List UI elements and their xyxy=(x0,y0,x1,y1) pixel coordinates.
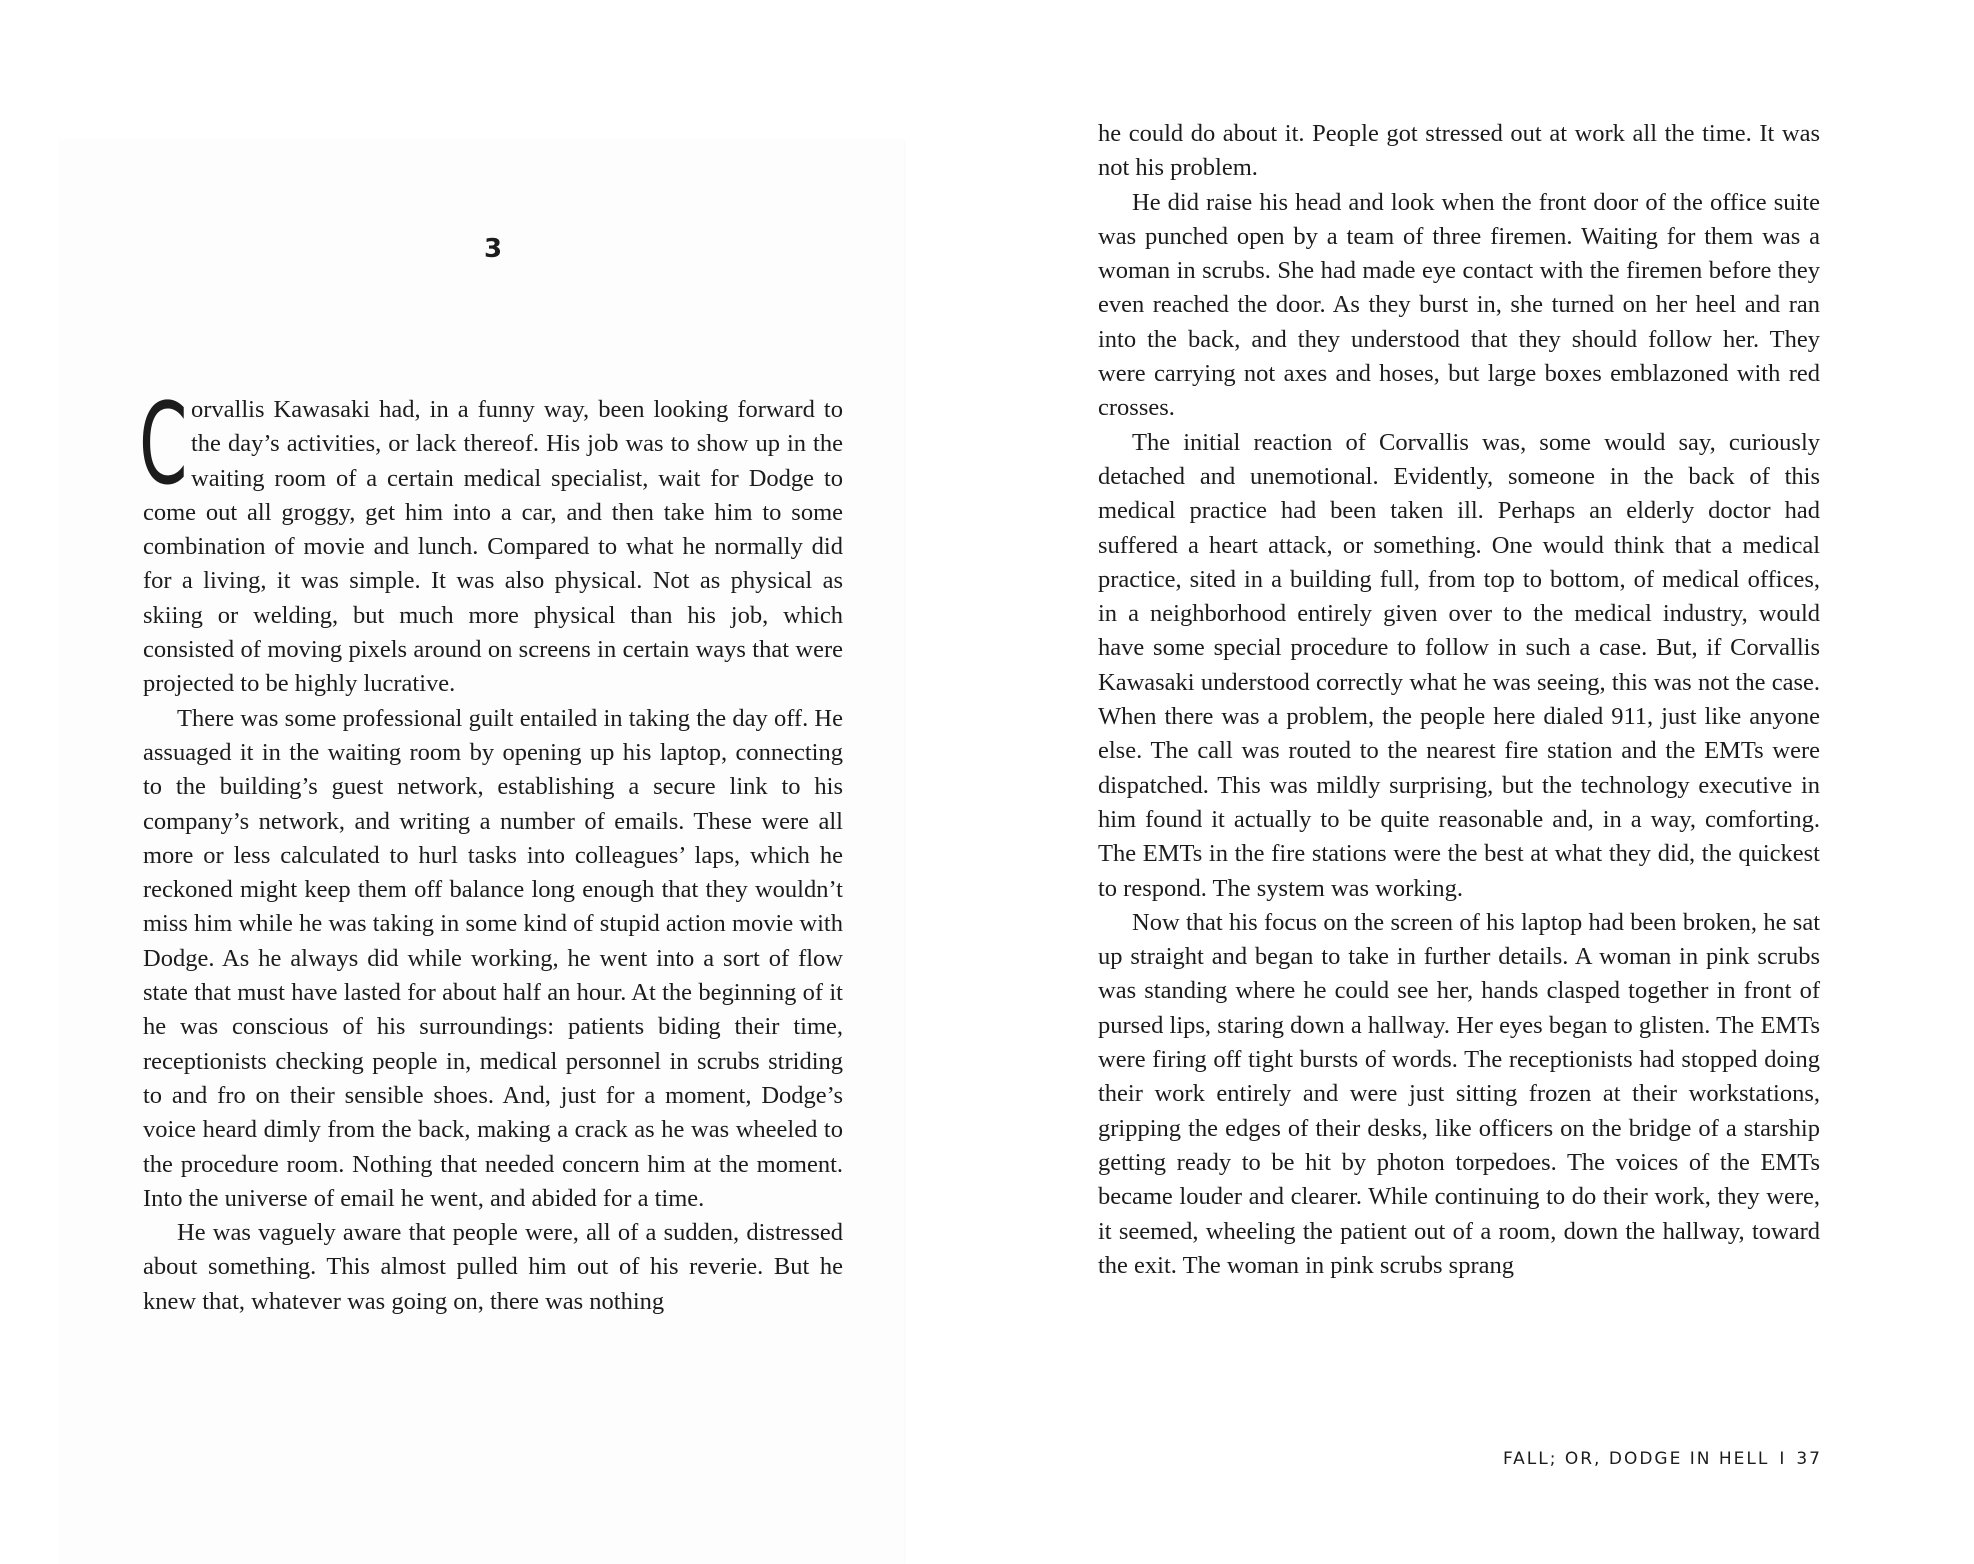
paragraph-opening-text: orvallis Kawasaki had, in a funny way, been looking forward to the day’s activities, or lack thereof. His job was to show up in the waiting room of a certain medical specialist, wait for Dodge to come out all groggy, get him into a car, and then take him to some combination of movie and lunch. Compared to what he normally did for a living, it was simple. It was also physical. Not as physical as skiing or welding, but much more physical than his job, which consisted of moving pixels around on screens in certain ways that were projected to be highly lucrative. xyxy=(143,396,843,698)
book-title: FALL; OR, DODGE IN HELL xyxy=(1502,1449,1770,1469)
page-number: 37 xyxy=(1796,1449,1822,1469)
paragraph: He did raise his head and look when the front door of the office suite was punched open by a team of three firemen. Waiting for them was a woman in scrubs. She had made eye contact with the firemen before they even reached the door. As they burst in, she turned on her heel and ran into the back, and they understood that they should follow her. They were carrying not axes and hoses, but large boxes emblazoned with red crosses. xyxy=(1098,188,1820,422)
chapter-number: 3 xyxy=(483,234,504,264)
paragraph: Now that his focus on the screen of his laptop had been broken, he sat up straight and began to take in further details. A woman in pink scrubs was standing where he could see her, hands clasped together in front of pursed lips, staring down a hallway. Her eyes began to glisten. The EMTs were firing off tight bursts of words. The receptionists had stopped doing their work entirely and were just sitting frozen at their workstations, gripping the edges of their desks, like officers on the bridge of a starship getting ready to be hit by photon torpedoes. The voices of the EMTs became louder and clearer. While continuing to do their work, they were, it seemed, wheeling the patient out of a room, down the hallway, toward the exit. The woman in pink scrubs sprang xyxy=(1098,908,1820,1279)
left-page-text xyxy=(139,380,843,1319)
footer-separator: I xyxy=(1779,1449,1787,1469)
running-footer xyxy=(1400,1449,1822,1469)
drop-cap: C xyxy=(139,380,188,510)
paragraph: There was some professional guilt entailed in taking the day off. He assuaged it in the waiting room by opening up his laptop, connecting to the building’s guest network, establishing a secure link to his company’s network, and writing a number of emails. These were all more or less calculated to hurl tasks into colleagues’ laps, which he reckoned might keep them off balance long enough that they wouldn’t miss him while he was taking in some kind of stupid action movie with Dodge. As he always did while working, he went into a sort of flow state that must have lasted for about half an hour. At the beginning of it he was conscious of his surroundings: patients biding their time, receptionists checking people in, medical personnel in scrubs striding to and fro on their sensible shoes. And, just for a moment, Dodge’s voice heard dimly from the back, making a crack as he was wheeled to the procedure room. Nothing that needed concern him at the moment. Into the universe of email he went, and abided for a time. xyxy=(143,704,843,1212)
paragraph-opening xyxy=(139,380,843,702)
paragraph-continued: he could do about it. People got stressed out at work all the time. It was not his problem. xyxy=(1098,120,1820,182)
right-page-text xyxy=(1098,117,1820,1283)
paragraph: The initial reaction of Corvallis was, some would say, curiously detached and unemotional. Evidently, someone in the back of this medical practice had been taken ill. Perhaps an elderly doctor had suffered a heart attack, or something. One would think that a medical practice, sited in a building full, from top to bottom, of medical offices, in a neighborhood entirely given over to the medical industry, would have some special procedure to follow in such a case. But, if Corvallis Kawasaki understood correctly what he was seeing, this was not the case. When there was a problem, the people here dialed 911, just like anyone else. The call was routed to the nearest fire station and the EMTs were dispatched. This was mildly surprising, but the technology executive in him found it actually to be quite reasonable and, in a way, comforting. The EMTs in the fire stations were the best at what they did, the quickest to respond. The system was working. xyxy=(1098,428,1820,902)
paragraph: He was vaguely aware that people were, all of a sudden, distressed about something. This almost pulled him out of his reverie. But he knew that, whatever was going on, there was nothing xyxy=(143,1219,843,1315)
